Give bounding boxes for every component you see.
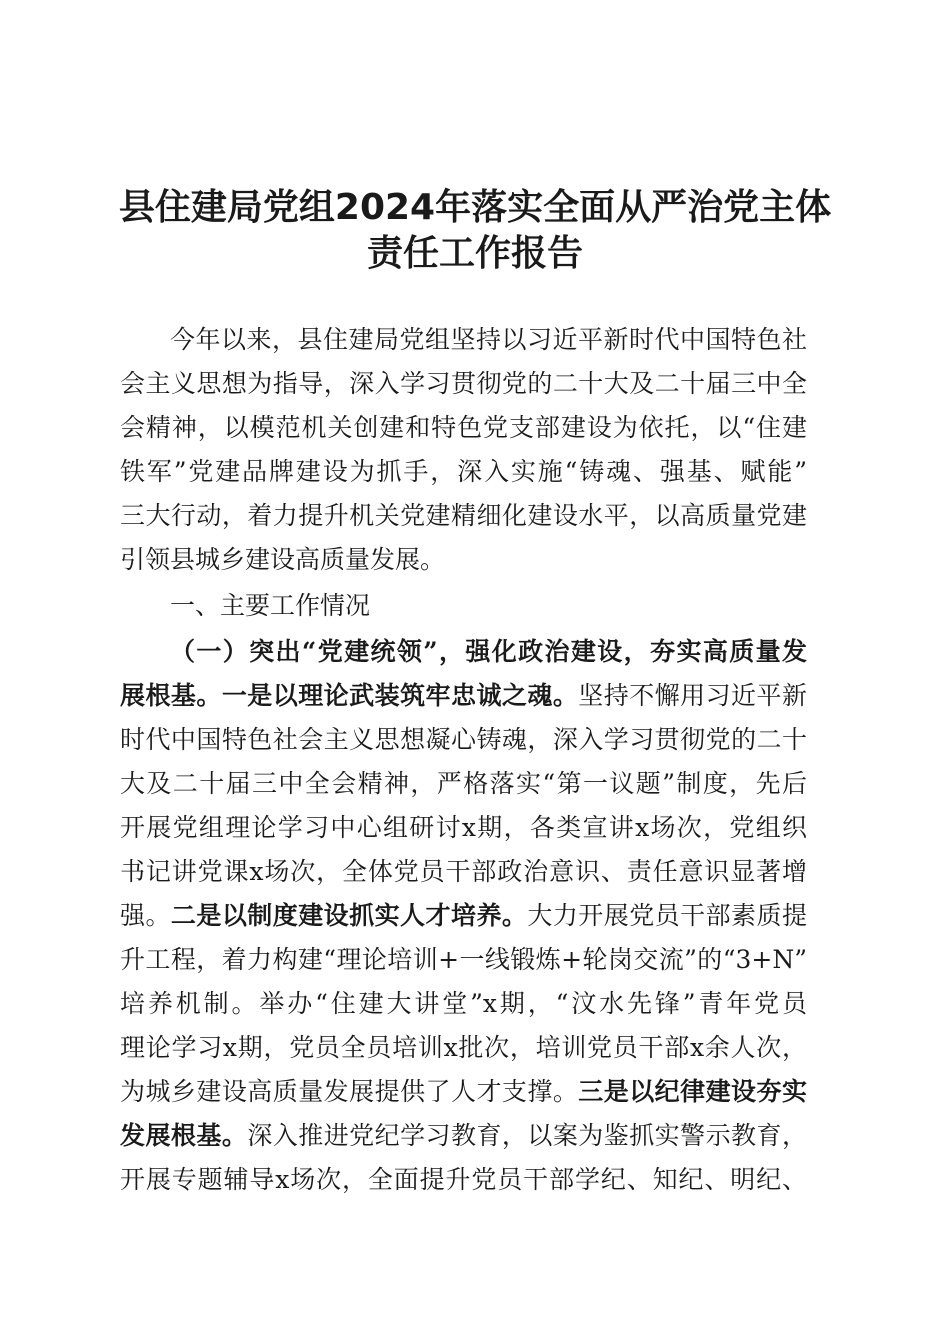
sub1-line-6: 书记讲党课x场次，全体党员干部政治意识、责任意识显著增 [120,857,807,886]
sub1-line-10: 理论学习x期，党员全员培训x批次，培训党员干部x余人次， [120,1033,807,1062]
sub1-line-2-rest: 坚持不懈用习近平新 [578,681,807,710]
sub1-line-3: 时代中国特色社会主义思想凝心铸魂，深入学习贯彻党的二十 [120,725,807,754]
section-heading: 一、主要工作情况 [170,591,371,620]
sub1-line-7-bold: 二是以制度建设抓实人才培养。 [170,901,528,930]
sub1-line-4: 大及二十届三中全会精神，严格落实“第一议题”制度，先后 [120,769,807,798]
intro-line-3: 会精神，以模范机关创建和特色党支部建设为依托，以“住建 [120,413,807,442]
document-title-line-2: 责任工作报告 [366,233,583,274]
sub1-line-2 [120,678,807,714]
sub1-line-7-rest: 大力开展党员干部素质提 [527,901,807,930]
sub1-line-12-rest: 深入推进党纪学习教育，以案为鉴抓实警示教育， [247,1121,807,1150]
intro-line-2: 会主义思想为指导，深入学习贯彻党的二十大及二十届三中全 [120,369,807,398]
document-title-line-1: 县住建局党组2024年落实全面从严治党主体 [118,187,832,228]
sub1-heading-line: （一）突出“党建统领”，强化政治建设，夯实高质量发 [170,637,807,666]
intro-line-5: 三大行动，着力提升机关党建精细化建设水平，以高质量党建 [120,501,807,530]
sub1-line-7-start: 强。 [120,901,171,930]
sub1-line-7 [120,898,807,934]
sub1-line-12 [120,1118,807,1154]
intro-line-4: 铁军”党建品牌建设为抓手，深入实施“铸魂、强基、赋能” [120,457,807,486]
sub1-line-11-bold: 三是以纪律建设夯实 [578,1077,807,1106]
intro-line-1: 今年以来，县住建局党组坚持以习近平新时代中国特色社 [170,325,807,354]
sub1-line-11 [120,1074,807,1110]
sub1-line-2-bold: 展根基。一是以理论武装筑牢忠诚之魂。 [120,681,579,710]
intro-line-6: 引领县城乡建设高质量发展。 [120,545,446,574]
sub1-line-12-bold: 发展根基。 [120,1121,248,1150]
sub1-line-5: 开展党组理论学习中心组研讨x期，各类宣讲x场次，党组织 [120,813,807,842]
sub1-line-13: 开展专题辅导x场次，全面提升党员干部学纪、知纪、明纪、 [120,1165,807,1194]
sub1-line-9: 培养机制。举办“住建大讲堂”x期，“汶水先锋”青年党员 [120,989,807,1018]
sub1-line-11-start: 为城乡建设高质量发展提供了人才支撑。 [120,1077,579,1106]
sub1-line-8: 升工程，着力构建“理论培训+一线锻炼+轮岗交流”的“3+N” [120,945,807,974]
